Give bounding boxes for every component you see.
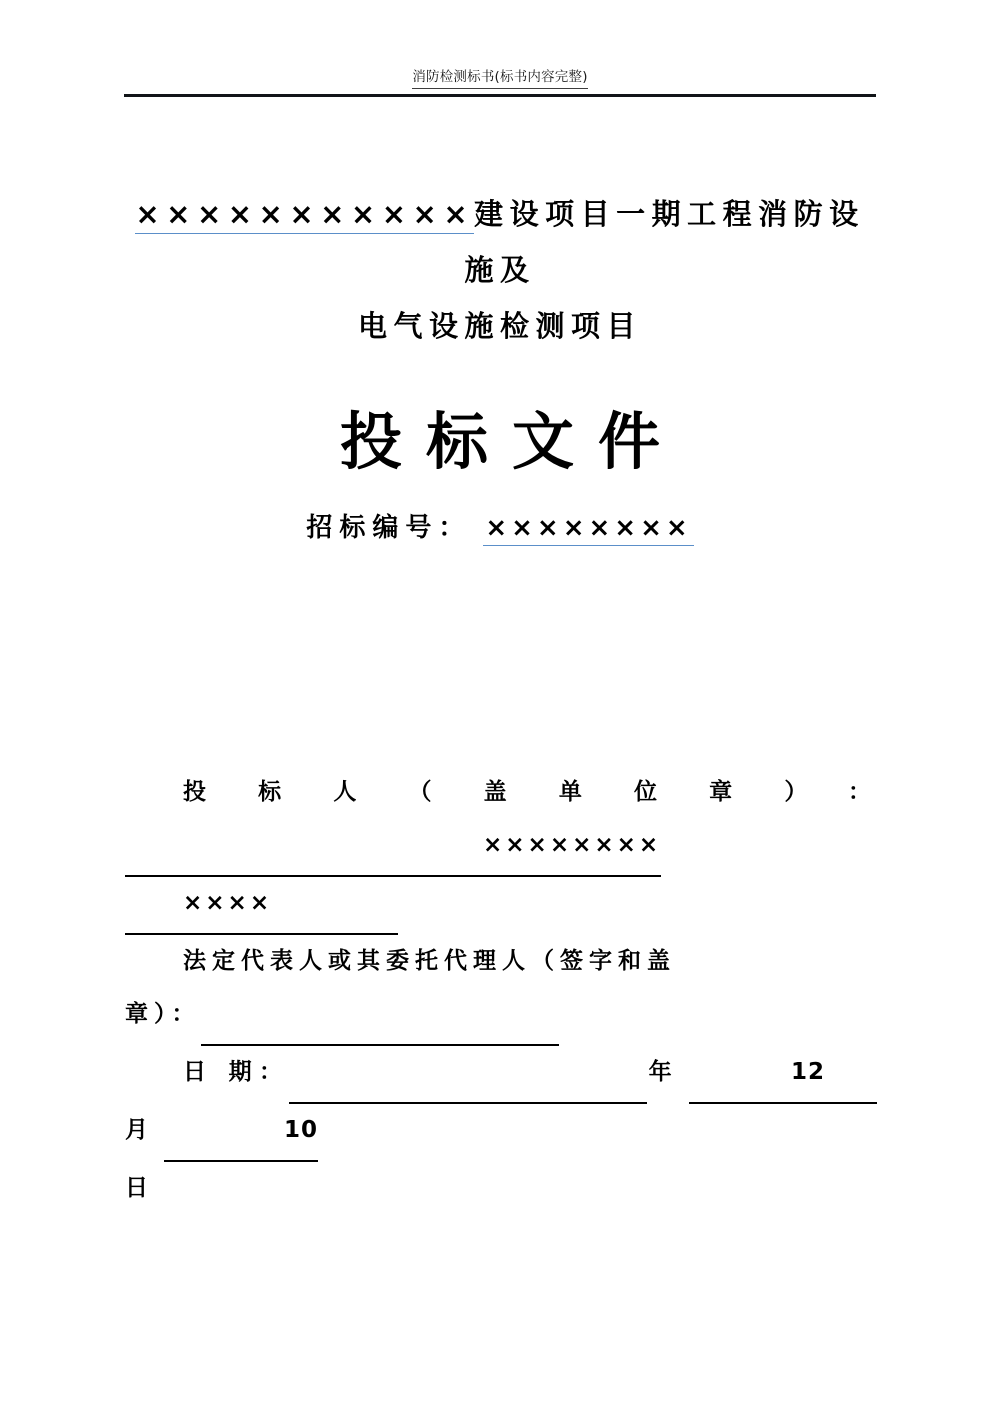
bidder-label: 投标人（盖单位章）： bbox=[183, 779, 877, 805]
date-year-unit: 年 bbox=[647, 1059, 679, 1085]
bidder-value-text: ×××××××× bbox=[483, 832, 662, 858]
bidder-value[interactable] bbox=[125, 819, 661, 877]
date-day-unit: 日 bbox=[125, 1175, 154, 1201]
date-month-unit: 月 bbox=[125, 1117, 154, 1143]
bidder-value-wrapped-text: ×××× bbox=[183, 890, 273, 916]
bid-number-value[interactable]: ×××××××× bbox=[483, 513, 693, 546]
bid-number-line bbox=[125, 508, 875, 548]
running-header-text: 消防检测标书(标书内容完整) bbox=[412, 67, 587, 89]
date-month-value: 12 bbox=[790, 1059, 825, 1085]
signature-block bbox=[125, 766, 877, 1215]
document-heading: 投标文件 bbox=[339, 405, 684, 478]
representative-label-line-1: 法定代表人或其委托代理人（签字和盖 bbox=[183, 948, 676, 974]
representative-label-line-2: 章）： bbox=[125, 1001, 201, 1027]
date-day-field[interactable] bbox=[164, 1104, 318, 1162]
bidder-value-continued[interactable] bbox=[125, 877, 398, 935]
date-label: 日 期： bbox=[183, 1059, 290, 1085]
project-title bbox=[125, 186, 875, 354]
project-title-line-1 bbox=[125, 186, 875, 298]
project-title-line-2: 电气设施检测项目 bbox=[357, 309, 642, 343]
project-title-placeholder[interactable]: ××××××××××× bbox=[135, 197, 474, 234]
bidder-field-row bbox=[125, 766, 877, 935]
running-header bbox=[125, 66, 875, 89]
project-title-text-1: 建设项目一期工程消防设施及 bbox=[464, 197, 865, 287]
header-divider-rule bbox=[124, 94, 876, 97]
bid-number-label: 招标编号： bbox=[306, 513, 472, 543]
date-day-value: 10 bbox=[284, 1117, 319, 1143]
representative-signature-field[interactable] bbox=[201, 988, 559, 1046]
date-year-field[interactable] bbox=[289, 1046, 647, 1104]
date-field-row bbox=[125, 1046, 877, 1215]
representative-field-row bbox=[125, 935, 877, 1046]
date-month-field[interactable] bbox=[689, 1046, 877, 1104]
